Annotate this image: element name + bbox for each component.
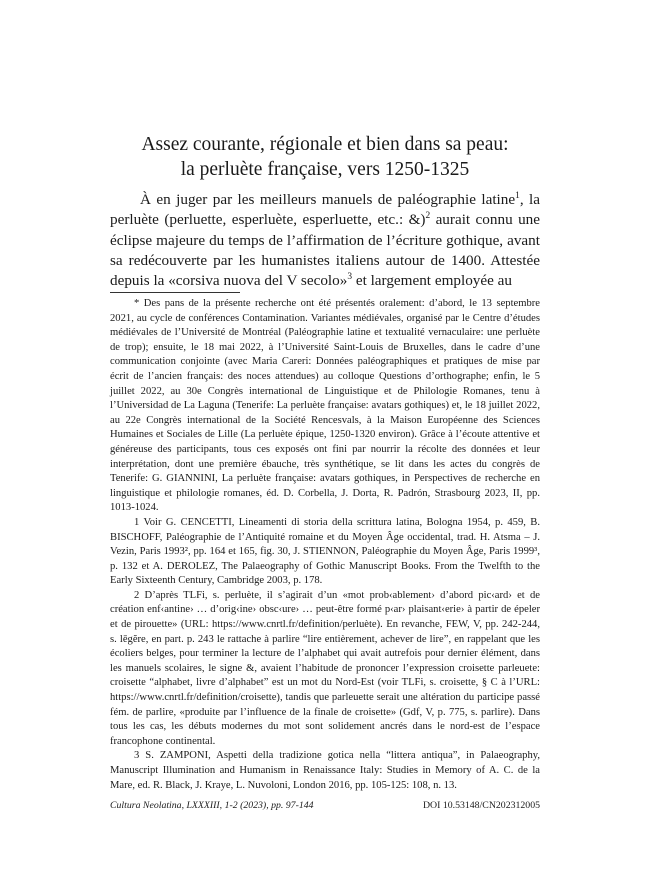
body-text-part: et largement employée au: [352, 272, 512, 290]
footnote-2: 2 D’après TLFi, s. perluète, il s’agirait d’un «mot prob‹ablement› d’abord pic‹ard› et de création enf‹antine› … d’orig‹ine› obsc‹ure› … peut-être formé p‹ar› plaisant‹erie› à partir de épeler et de pirouette» (URL: https://www.cnrtl.fr/definition/perluète). En revanche, FEW, V, pp. 242-244, s. lēgĕre, en part. p. 243 le rattache à parlire “lire entièrement, achever de lire”, en rappelant que les écoliers belges, pour terminer la lecture de l’alphabet qui avait autrefois pour dernier élément, dans les manuels scolaires, le signe &, avaient l’habitude de prononcer l’expression croisette parleuete: croisette “alphabet, livre d’alphabet” est un mot du Nord-Est (voir TLFi, s. croisette, § C à l’URL: https://www.cnrtl.fr/definition/croisette), tandis que parleuette serait une altération du participe passé fém. de parlire, «produite par l’influence de la finale de croisette» (Gdf, V, p. 775, s. parlire). Dans tous les cas, les débuts modernes du mot sont solidement ancrés dans le nord-est de l’espace francophone continental.: [110, 589, 540, 747]
title-line-1: Assez courante, régionale et bien dans sa peau:: [141, 134, 509, 155]
doi: DOI 10.53148/CN202312005: [422, 800, 540, 811]
footnote-ref-2[interactable]: 2: [425, 211, 431, 222]
body-text-part: , la perluète (perluette, esperluète, esperluette, etc.: &): [110, 191, 540, 229]
article-title: [110, 132, 540, 182]
footnote-3: 3 S. ZAMPONI, Aspetti della tradizione gotica nella “littera antiqua”, in Palaeography, Manuscript Illumination and Humanism in Renaissance Italy: Studies in Memory of A. C. de la Mare, ed. R. Black, J. Kraye, L. Nuvoloni, London 2016, pp. 105-125: 108, n. 13.: [110, 750, 540, 791]
body-paragraph: [110, 190, 540, 291]
page-footer: [110, 800, 540, 811]
body-text-part: aurait connu une éclipse majeure du temps de l’affirmation de l’écriture gothique, avant sa redécouverte par les humanistes italiens autour de 1400. Attestée depuis la «corsiva nuova del V secolo»: [110, 211, 540, 290]
footnote-divider: [110, 292, 240, 293]
footnote-star: * Des pans de la présente recherche ont été présentés oralement: d’abord, le 13 septembre 2021, au cycle de conférences Contamination. Variantes médiévales, organisé par le Centre d’études médiévales de l’Université de Montréal (Paléographie latine et textualité vernaculaire: une perluète de trop); ensuite, le 18 mai 2022, à l’Université Saint-Louis de Bruxelles, dans le cadre d’une communication conjointe (avec Maria Careri: Données paléographiques et pratiques de mise par écrit de l’ancien français: des noces attendues) au colloque Questions d’orthographe; enfin, le 5 juillet 2022, au 30e Congrès international de Linguistique et de Philologie Romanes, tenu à l’Universidad de La Laguna (Tenerife: La perluète française: avatars gothiques) et, le 18 juillet 2022, au 22e Congrès international de la Société Rencesvals, à la Maison Européenne des Sciences Humaines et Sociales de Lille (La perluète épique, 1250-1320 environ). Grâce à l’écoute attentive et généreuse des participants, tous ces exposés ont fini par nourrir la récolte des données et leur interprétation, dont une première ébauche, très synthétique, se lit dans les actes du congrès de Tenerife: G. GIANNINI, La perluète française: avatars gothiques, in Perspectives de recherche en linguistique et philologie romanes, éd. D. Corbella, J. Dorta, R. Padrón, Strasbourg 2023, II, pp. 1013-1024.: [110, 298, 540, 514]
title-line-2: la perluète française, vers 1250-1325: [180, 159, 470, 180]
footnote-1: 1 Voir G. CENCETTI, Lineamenti di storia della scrittura latina, Bologna 1954, p. 459, B. BISCHOFF, Paléographie de l’Antiquité romaine et du Moyen Âge occidental, trad. H. Atsma – J. Vezin, Paris 1993², pp. 164 et 165, fig. 30, J. STIENNON, Paléographie du Moyen Âge, Paris 1999³, p. 132 et A. DEROLEZ, The Palaeography of Gothic Manuscript Books. From the Twelfth to the Early Sixteenth Century, Cambridge 2003, p. 178.: [110, 516, 540, 587]
journal-citation: Cultura Neolatina, LXXXIII, 1-2 (2023), pp. 97-144: [110, 800, 314, 811]
body-text-part: À en juger par les meilleurs manuels de paléographie latine: [140, 191, 516, 208]
footnote-ref-3[interactable]: 3: [347, 272, 353, 283]
footnotes: [110, 297, 540, 793]
footnote-ref-1[interactable]: 1: [515, 190, 520, 201]
